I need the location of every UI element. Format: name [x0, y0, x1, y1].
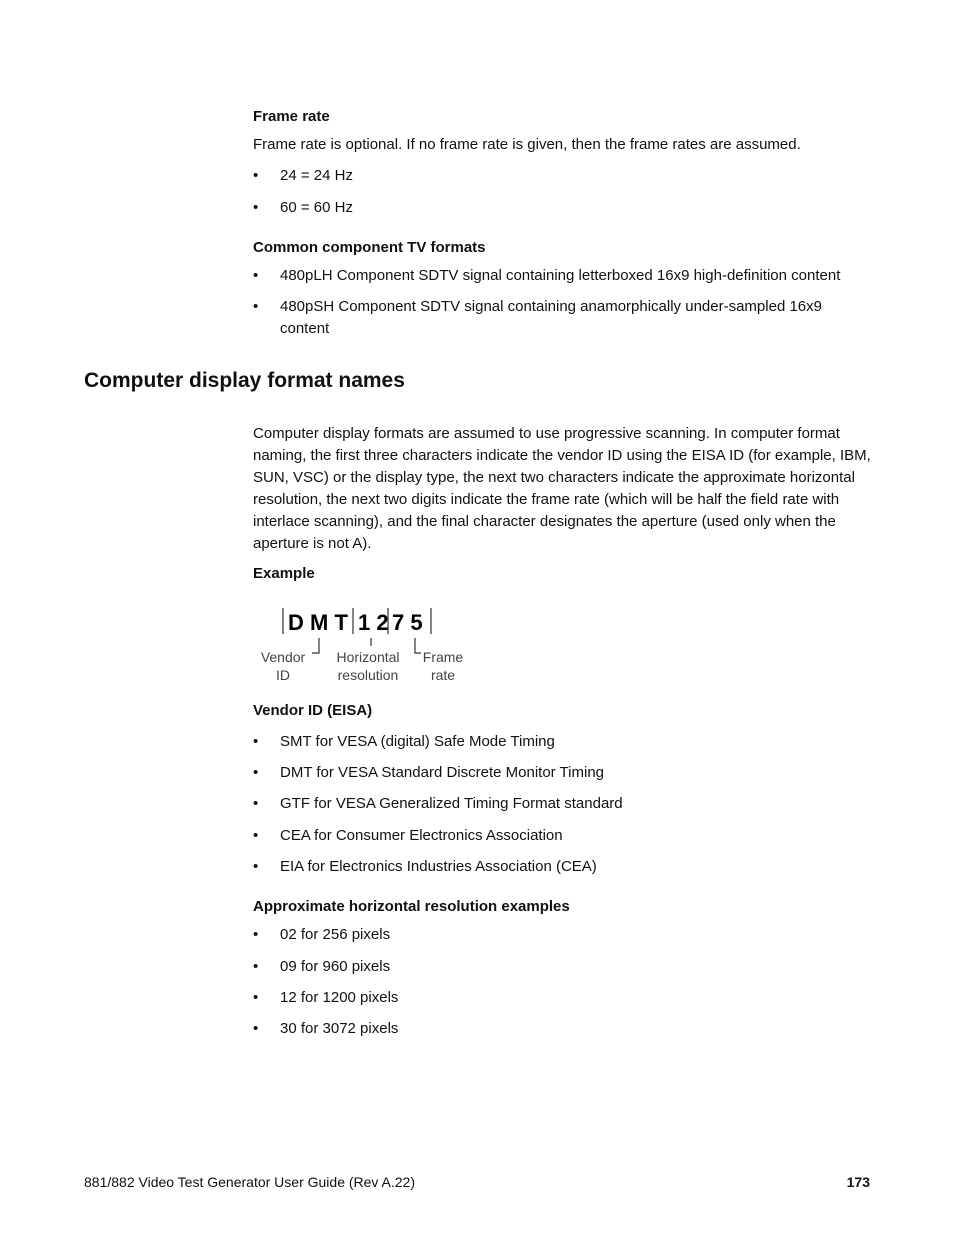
label-vendor-1: Vendor: [260, 649, 306, 665]
bullet-mark: •: [253, 1020, 259, 1037]
frame-rate-intro: Frame rate is optional. If no frame rate is given, then the frame rates are assumed.: [253, 136, 801, 153]
resolution-heading: Approximate horizontal resolution examples: [253, 898, 570, 915]
footer-guide-title: 881/882 Video Test Generator User Guide (Rev A.22): [84, 1174, 416, 1190]
frame-rate-heading: Frame rate: [253, 108, 330, 125]
code-vendor: D M T: [288, 610, 348, 635]
rate-connector: [415, 638, 421, 653]
bullet-mark: •: [253, 764, 259, 781]
label-resolution-2: resolution: [337, 667, 399, 683]
label-resolution-1: Horizontal: [336, 649, 400, 665]
list-item-text: DMT for VESA Standard Discrete Monitor Timing: [280, 764, 605, 781]
bullet-mark: •: [253, 298, 259, 315]
bullet-mark: •: [253, 958, 259, 975]
list-item-text: 24 = 24 Hz: [280, 167, 353, 184]
section-title: Computer display format names: [84, 369, 405, 392]
format-name-diagram: [253, 600, 483, 690]
bullet-mark: •: [253, 795, 259, 812]
list-item-text: 60 = 60 Hz: [280, 199, 353, 216]
list-item-text: GTF for VESA Generalized Timing Format standard: [280, 795, 623, 812]
bullet-mark: •: [253, 167, 259, 184]
list-item-text: EIA for Electronics Industries Association (CEA): [280, 858, 597, 875]
bullet-mark: •: [253, 827, 259, 844]
code-resolution: 1 2: [358, 610, 389, 635]
example-heading: Example: [253, 565, 315, 582]
list-item-text: 480pLH Component SDTV signal containing letterboxed 16x9 high-definition content: [280, 267, 841, 284]
label-vendor-2: ID: [276, 667, 290, 683]
bullet-mark: •: [253, 733, 259, 750]
bullet-mark: •: [253, 926, 259, 943]
list-item-text: 480pSH Component SDTV signal containing anamorphically under-sampled 16x9 content: [280, 298, 822, 337]
vendor-heading: Vendor ID (EISA): [253, 702, 373, 719]
bullet-mark: •: [253, 267, 259, 284]
label-rate-2: rate: [430, 667, 456, 683]
code-rate: 7 5: [392, 610, 423, 635]
list-item-text: 12 for 1200 pixels: [280, 989, 399, 1006]
list-item-text: 09 for 960 pixels: [280, 958, 391, 975]
bullet-mark: •: [253, 858, 259, 875]
list-item-text: SMT for VESA (digital) Safe Mode Timing: [280, 733, 555, 750]
bullet-mark: •: [253, 199, 259, 216]
bullet-mark: •: [253, 989, 259, 1006]
vendor-connector: [312, 638, 319, 653]
list-item-text: 02 for 256 pixels: [280, 926, 391, 943]
section-paragraph: Computer display formats are assumed to use progressive scanning. In computer format naming, the first three characters indicate the vendor ID using the EISA ID (for example, IBM, SUN, VSC) or the display type, the next two characters indicate the approximate horizontal resolution, the next two digits indicate the frame rate (which will be half the field rate with interlace scanning), and the final character designates the aperture (used only when the aperture is not A).: [253, 425, 871, 552]
list-item-text: 30 for 3072 pixels: [280, 1020, 399, 1037]
label-rate-1: Frame: [422, 649, 464, 665]
page-number: 173: [846, 1174, 870, 1190]
list-item-text: CEA for Consumer Electronics Association: [280, 827, 563, 844]
common-tv-heading: Common component TV formats: [253, 239, 486, 256]
